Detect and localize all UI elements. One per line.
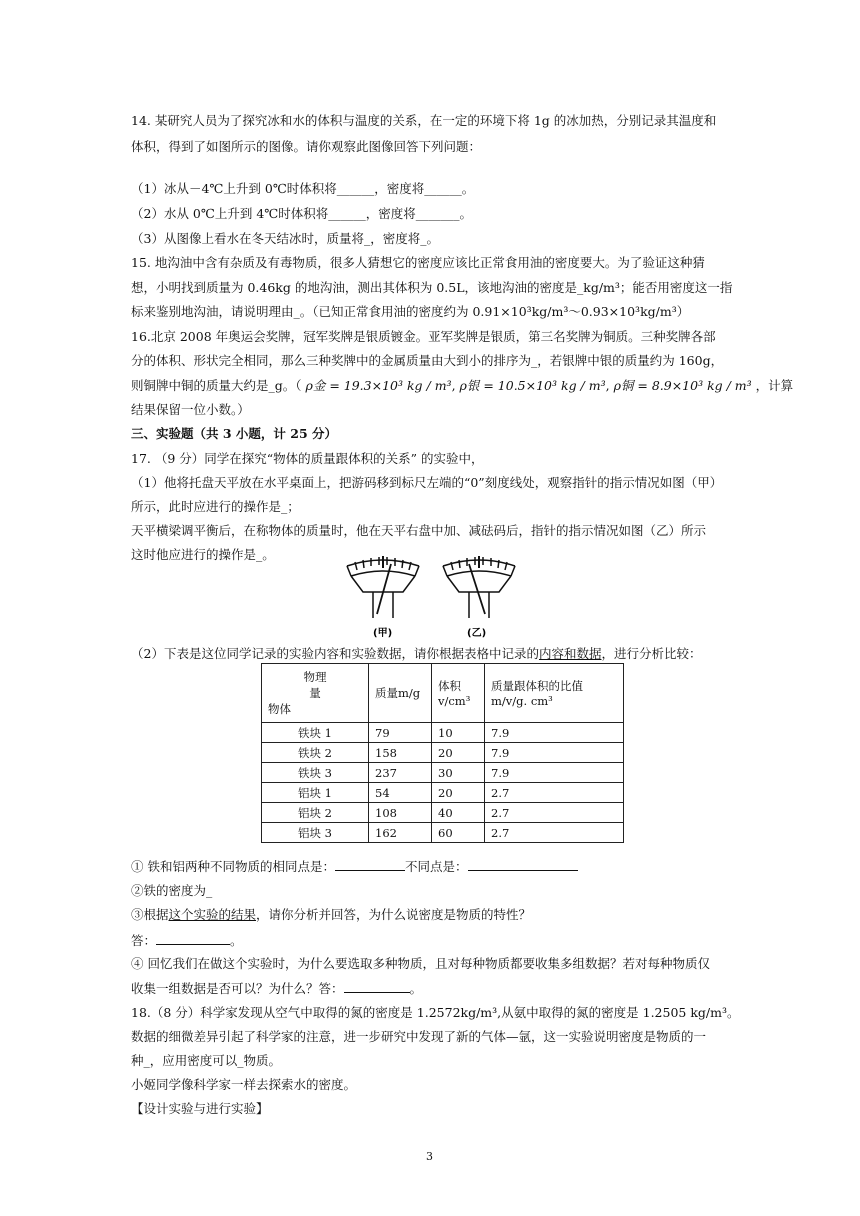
table-row — [262, 823, 624, 843]
table-cell: 54 — [369, 783, 432, 803]
data-table — [261, 663, 624, 843]
q17-line6-underlined: 内容和数据 — [538, 646, 602, 661]
table-cell: 237 — [369, 763, 432, 783]
answer-blank[interactable] — [468, 858, 578, 871]
table-cell: 铝块 2 — [262, 803, 369, 823]
q14-stem-line1: 14. 某研究人员为了探究冰和水的体积与温度的关系，在一定的环境下将 1g 的冰加热，分别记录其温度和 — [131, 113, 717, 128]
answer4-period: 。 — [409, 981, 423, 996]
q14-stem-line2: 体积，得到了如图所示的图像。请你观察此图像回答下列问题： — [131, 139, 482, 154]
table-cell: 7.9 — [485, 763, 624, 783]
q17-answer3 — [131, 907, 531, 923]
q17-line6-start: （2）下表是这位同学记录的实验内容和实验数据，请你根据表格中记录的 — [131, 646, 539, 661]
figure-label-b: (乙) — [467, 628, 487, 639]
q17-answer3-response — [131, 932, 243, 949]
table-cell: 20 — [432, 783, 485, 803]
q14-part1: （1）冰从－4℃上升到 0℃时体积将______，密度将______。 — [131, 181, 475, 196]
q17-line6-end: ，进行分析比较： — [601, 646, 702, 661]
header-volume-unit: v/cm³ — [438, 694, 471, 708]
table-row — [262, 803, 624, 823]
table-cell: 60 — [432, 823, 485, 843]
q16-line3: 则铜牌中铜的质量大约是_g。（ ρ金 = 19.3×10³ kg / m³, ρ银 = 10.5×10³ kg / m³, ρ铜 = 8.9×10³ kg / m³ ，计算 — [131, 378, 794, 393]
header-quantity: 量 — [309, 686, 321, 700]
q16-line1: 16.北京 2008 年奥运会奖牌，冠军奖牌是银质镀金。亚军奖牌是银质，第三名奖牌为铜质。三种奖牌各部 — [131, 329, 716, 344]
table-cell: 铁块 2 — [262, 743, 369, 763]
table-cell: 158 — [369, 743, 432, 763]
rho-gold-formula: ρ金 = 19.3×10³ kg / m³ — [305, 378, 452, 393]
table-cell: 108 — [369, 803, 432, 823]
table-row — [262, 743, 624, 763]
q17-line6 — [131, 646, 702, 662]
answer3-underlined: 这个实验的结果 — [168, 907, 257, 922]
table-cell: 铝块 1 — [262, 783, 369, 803]
table-cell: 7.9 — [485, 743, 624, 763]
table-cell: 2.7 — [485, 783, 624, 803]
q17-line2: （1）他将托盘天平放在水平桌面上，把游码移到标尺左端的“0”刻度线处，观察指针的指示情况如图（甲） — [131, 475, 723, 490]
header-physics: 物理 — [303, 670, 327, 684]
q17-line5: 这时他应进行的操作是_。 — [131, 547, 275, 562]
answer3-end: ，请你分析并回答，为什么说密度是物质的特性？ — [256, 907, 532, 922]
q17-line4: 天平横梁调平衡后，在称物体的质量时，他在天平右盘中加、减砝码后，指针的指示情况如图（乙）所示 — [131, 523, 707, 538]
table-cell: 10 — [432, 723, 485, 743]
table-cell: 铁块 3 — [262, 763, 369, 783]
page-number: 3 — [426, 1150, 433, 1163]
table-cell: 20 — [432, 743, 485, 763]
answer4-question: 收集一组数据是否可以？为什么？答： — [131, 981, 344, 996]
q18-line4: 小姬同学像科学家一样去探索水的密度。 — [131, 1077, 357, 1092]
table-cell: 30 — [432, 763, 485, 783]
q15-line1: 15. 地沟油中含有杂质及有毒物质，很多人猜想它的密度应该比正常食用油的密度要大。为了验证这种猜 — [131, 255, 705, 270]
q16-line2: 分的体积、形状完全相同，那么三种奖牌中的金属质量由大到小的排序为_，若银牌中银的质量约为 160g， — [131, 353, 724, 368]
answer-blank[interactable] — [335, 858, 405, 871]
section-heading-experiments: 三、实验题（共 3 小题，计 25 分） — [131, 426, 338, 441]
table-cell: 铁块 1 — [262, 723, 369, 743]
header-object: 物体 — [268, 702, 291, 716]
q15-line3: 标来鉴别地沟油，请说明理由_。（已知正常食用油的密度约为 0.91×10³kg/m³～0.93×10³kg/m³） — [131, 304, 690, 319]
q16-line3-end: ，计算 — [755, 378, 794, 393]
table-header-mass: 质量m/g — [369, 664, 432, 723]
rho-copper-formula: ρ铜 = 8.9×10³ kg / m³ — [613, 378, 752, 393]
table-header-volume — [432, 664, 485, 723]
table-cell: 7.9 — [485, 723, 624, 743]
figure-label-a: (甲) — [373, 628, 393, 639]
table-cell: 铝块 3 — [262, 823, 369, 843]
q17-line3: 所示，此时应进行的操作是_； — [131, 499, 300, 514]
q18-line1: 18.（8 分）科学家发现从空气中取得的氮的密度是 1.2572kg/m³,从氨中取得的氮的密度是 1.2505 kg/m³。 — [131, 1005, 740, 1020]
answer-blank[interactable] — [344, 980, 410, 993]
balance-scale-b — [443, 556, 515, 618]
header-ratio-unit: m/v/g. cm³ — [491, 694, 553, 708]
header-ratio-label: 质量跟体积的比值 — [491, 679, 583, 693]
q17-line1: 17. （9 分）同学在探究“物体的质量跟体积的关系” 的实验中， — [131, 451, 484, 466]
balance-pointer-figure — [343, 552, 519, 642]
rho-silver-formula: ρ银 = 10.5×10³ kg / m³ — [459, 378, 606, 393]
q18-line3: 种_，应用密度可以_物质。 — [131, 1053, 282, 1068]
q17-answer4-line2 — [131, 980, 422, 997]
answer-blank[interactable] — [156, 932, 230, 945]
table-row — [262, 723, 624, 743]
q17-answer1 — [131, 858, 578, 875]
q14-part2: （2）水从 0℃上升到 4℃时体积将______，密度将_______。 — [131, 206, 473, 221]
table-header-row — [262, 664, 624, 723]
table-row — [262, 763, 624, 783]
q17-answer4-line1: ④ 回忆我们在做这个实验时，为什么要选取多种物质，且对每种物质都要收集多组数据？若对每种物质仅 — [131, 956, 710, 971]
q16-line4: 结果保留一位小数。） — [131, 402, 250, 417]
balance-scale-a — [347, 556, 419, 618]
answer1-diff-label: 不同点是： — [404, 859, 468, 874]
q15-line2: 想，小明找到质量为 0.46kg 的地沟油，测出其体积为 0.5L，该地沟油的密度是_kg/m³；能否用密度这一指 — [131, 280, 733, 295]
q18-line5: 【设计实验与进行实验】 — [131, 1101, 269, 1116]
table-header-ratio — [485, 664, 624, 723]
table-cell: 2.7 — [485, 803, 624, 823]
table-cell: 2.7 — [485, 823, 624, 843]
answer3-start: ③根据 — [131, 907, 169, 922]
table-cell: 162 — [369, 823, 432, 843]
table-cell: 40 — [432, 803, 485, 823]
q17-answer2: ②铁的密度为_ — [131, 883, 213, 898]
q14-part3: （3）从图像上看水在冬天结冰时，质量将_，密度将_。 — [131, 231, 439, 246]
answer3-label: 答： — [131, 933, 157, 948]
table-cell: 79 — [369, 723, 432, 743]
q18-line2: 数据的细微差异引起了科学家的注意，进一步研究中发现了新的气体—氩，这一实验说明密度是物质的一 — [131, 1029, 707, 1044]
answer1-same-label: ① 铁和铝两种不同物质的相同点是： — [131, 859, 335, 874]
header-volume-label: 体积 — [438, 679, 461, 693]
q16-line3-start: 则铜牌中铜的质量大约是_g。（ — [131, 378, 302, 393]
table-header-object — [262, 664, 369, 723]
answer3-period: 。 — [230, 933, 243, 948]
table-row — [262, 783, 624, 803]
